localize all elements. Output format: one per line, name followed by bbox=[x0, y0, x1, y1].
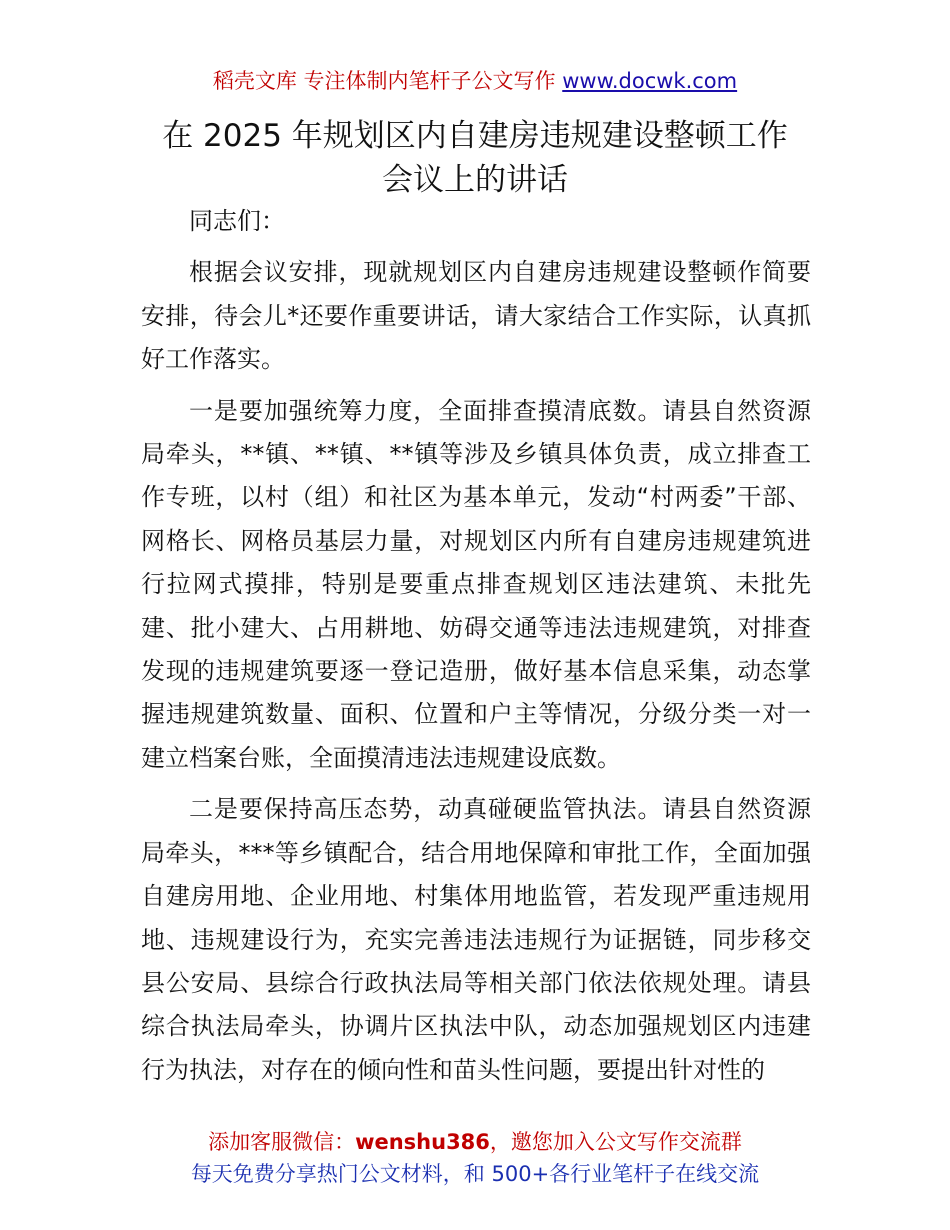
document-title bbox=[0, 114, 950, 202]
header-brand: 稻壳文库 专注体制内笔杆子公文写作 bbox=[212, 69, 556, 93]
paragraph-point-two: 二是要保持高压态势，动真碰硬监管执法。请县自然资源局牵头，***等乡镇配合，结合用地保障和审批工作，全面加强自建房用地、企业用地、村集体用地监管，若发现严重违规用地、违规建设行为，充实完善违法违规行为证据链，同步移交县公安局、县综合行政执法局等相关部门依法依规处理。请县综合执法局牵头，协调片区执法中队，动态加强规划区内违建行为执法，对存在的倾向性和苗头性问题，要提出针对性的 bbox=[141, 795, 811, 1084]
footer-wechat-suffix: ，邀您加入公文写作交流群 bbox=[489, 1130, 742, 1154]
paragraph-intro: 根据会议安排，现就规划区内自建房违规建设整顿作简要安排，待会儿*还要作重要讲话，请大家结合工作实际，认真抓好工作落实。 bbox=[141, 258, 811, 374]
document-body bbox=[141, 200, 811, 1092]
promo-footer bbox=[0, 1126, 950, 1190]
paragraph-point-one: 一是要加强统筹力度，全面排查摸清底数。请县自然资源局牵头，**镇、**镇、**镇等涉及乡镇具体负责，成立排查工作专班，以村（组）和社区为基本单元，发动“村两委”干部、网格长、网格员基层力量，对规划区内所有自建房违规建筑进行拉网式摸排，特别是要重点排查规划区违法建筑、未批先建、批小建大、占用耕地、妨碍交通等违法违规建筑，对排查发现的违规建筑要逐一登记造册，做好基本信息采集，动态掌握违规建筑数量、面积、位置和户主等情况，分级分类一对一建立档案台账，全面摸清违法违规建设底数。 bbox=[141, 396, 811, 772]
title-line-2: 会议上的讲话 bbox=[382, 162, 568, 198]
footer-wechat-id: wenshu386 bbox=[355, 1130, 490, 1154]
site-header bbox=[0, 66, 950, 96]
footer-line-2: 每天免费分享热门公文材料，和 500+各行业笔杆子在线交流 bbox=[190, 1162, 760, 1186]
header-website-link[interactable]: www.docwk.com bbox=[562, 69, 738, 93]
salutation: 同志们： bbox=[189, 207, 285, 235]
footer-line-1 bbox=[0, 1126, 950, 1158]
footer-wechat-prefix: 添加客服微信： bbox=[208, 1130, 356, 1154]
title-line-1: 在 2025 年规划区内自建房违规建设整顿工作 bbox=[162, 118, 788, 154]
